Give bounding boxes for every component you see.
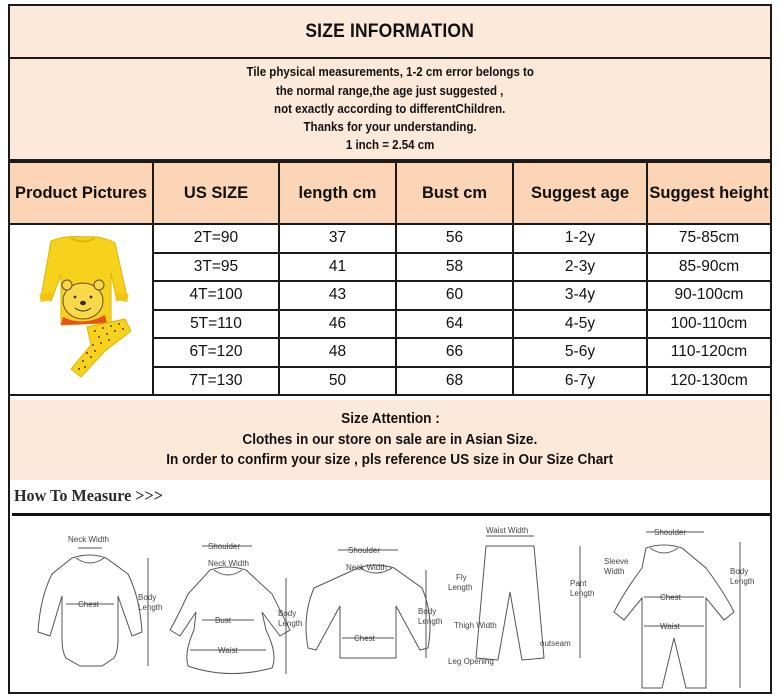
cell-height: 85-90cm [647,253,770,282]
svg-text:Length: Length [570,589,595,598]
header-suggest-age: Suggest age [513,162,647,224]
cell-height: 120-130cm [647,367,770,396]
dress-diagram-icon [170,542,302,674]
svg-text:Pant: Pant [570,579,587,588]
section-divider [12,513,770,516]
svg-text:Body: Body [138,593,157,602]
svg-text:Shoulder: Shoulder [654,528,687,537]
cell-us-size: 3T=95 [153,253,279,282]
attention-line: Clothes in our store on sale are in Asian Size. [242,431,538,448]
svg-text:Chest: Chest [354,634,375,643]
cell-us-size: 2T=90 [153,224,279,253]
svg-text:Neck Width: Neck Width [68,535,109,544]
svg-text:Width: Width [604,567,625,576]
note-line: Tile physical measurements, 1-2 cm error belongs to [246,65,534,80]
svg-text:Shoulder: Shoulder [348,546,381,555]
cell-length: 43 [279,281,396,310]
header-us-size: US SIZE [153,162,279,224]
measurement-notes [10,59,770,161]
svg-text:Chest: Chest [78,600,99,609]
svg-text:Length: Length [278,619,303,628]
header-suggest-height: Suggest height [647,162,770,224]
romper-diagram-icon [604,528,754,688]
cell-height: 75-85cm [647,224,770,253]
header-length: length cm [279,162,396,224]
svg-text:Waist: Waist [660,622,680,631]
svg-text:Neck Width: Neck Width [346,563,387,572]
size-table [10,161,770,396]
svg-text:outseam: outseam [540,639,571,648]
note-line: Thanks for your understanding. [303,120,477,135]
cell-bust: 58 [396,253,513,282]
svg-text:Length: Length [730,577,755,586]
svg-text:Length: Length [448,583,473,592]
svg-text:Waist: Waist [218,646,238,655]
pants-diagram-icon [448,526,594,666]
page-title: SIZE INFORMATION [305,20,475,42]
cell-height: 100-110cm [647,310,770,339]
top-diagram-icon [306,546,442,658]
cell-age: 6-7y [513,367,647,396]
cell-us-size: 5T=110 [153,310,279,339]
cell-bust: 56 [396,224,513,253]
svg-text:Neck Width: Neck Width [208,559,249,568]
cell-bust: 68 [396,367,513,396]
cell-us-size: 7T=130 [153,367,279,396]
note-line: 1 inch = 2.54 cm [345,138,435,153]
cell-length: 46 [279,310,396,339]
attention-heading: Size Attention : [340,411,440,428]
cell-height: 90-100cm [647,281,770,310]
cell-length: 41 [279,253,396,282]
svg-text:Length: Length [138,603,163,612]
cell-bust: 64 [396,310,513,339]
header-bust: Bust cm [396,162,513,224]
cell-age: 4-5y [513,310,647,339]
svg-text:Fly: Fly [456,573,467,582]
product-image-pajama-icon [21,227,141,387]
cell-age: 1-2y [513,224,647,253]
svg-text:Waist Width: Waist Width [486,526,529,535]
note-line: the normal range,the age just suggested , [276,83,504,98]
title-block [10,6,770,59]
size-chart-frame [8,4,772,694]
svg-text:Sleeve: Sleeve [604,557,629,566]
cell-bust: 60 [396,281,513,310]
svg-text:Thigh Width: Thigh Width [454,621,497,630]
cell-age: 5-6y [513,338,647,367]
cell-bust: 66 [396,338,513,367]
svg-text:Body: Body [730,567,749,576]
cell-length: 37 [279,224,396,253]
svg-text:Length: Length [418,617,443,626]
svg-text:Chest: Chest [660,593,681,602]
attention-line: In order to confirm your size , pls reference US size in Our Size Chart [166,452,614,469]
svg-text:Shoulder: Shoulder [208,542,241,551]
svg-text:Body: Body [278,609,297,618]
product-picture-cell [10,224,153,395]
table-header-row [10,162,770,224]
svg-text:Body: Body [418,607,437,616]
svg-text:Bust: Bust [215,616,232,625]
cell-length: 48 [279,338,396,367]
cell-age: 3-4y [513,281,647,310]
size-attention-block [10,400,770,480]
cell-age: 2-3y [513,253,647,282]
svg-text:Leg Opening: Leg Opening [448,657,494,666]
table-row [10,224,770,253]
cell-length: 50 [279,367,396,396]
cell-us-size: 4T=100 [153,281,279,310]
header-product-pictures: Product Pictures [10,162,153,224]
bodysuit-diagram-icon [38,535,162,666]
measurement-diagrams [10,518,770,692]
cell-height: 110-120cm [647,338,770,367]
note-line: not exactly according to differentChildren. [274,101,506,116]
how-to-measure-heading: How To Measure >>> [14,486,163,505]
cell-us-size: 6T=120 [153,338,279,367]
